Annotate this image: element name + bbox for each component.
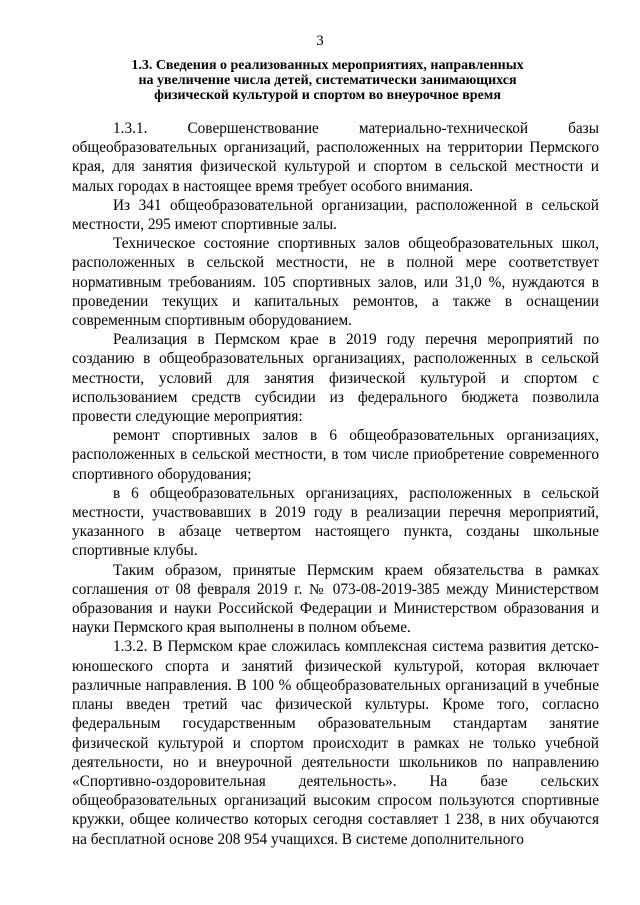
section-heading-line-3: физической культурой и спортом во внеурочное время [154, 88, 501, 103]
paragraph-1-3-2: 1.3.2. В Пермском крае сложилась комплексная система развития детско-юношеского спорта и занятий физической культурой, которая включает различные направления. В 100 % общеобразовательных организаций в учебные планы введен третий час физической культуры. Кроме того, согласно федеральным государственным образовательным стандартам занятие физической культурой и спортом происходит в рамках не только учебной деятельности, но и внеурочной деятельности школьников по направлению «Спортивно-оздоровительная деятельность». На базе сельских общеобразовательных организаций высоким спросом пользуются спортивные кружки, общее количество которых сегодня составляет 1 238, в них обучаются на бесплатной основе 208 954 учащихся. В системе дополнительного [72, 638, 599, 848]
paragraph-clubs-list-item: в 6 общеобразовательных организациях, расположенных в сельской местности, участвовавших в 2019 году в реализации перечня мероприятий, указанного в абзаце четвертом настоящего пункта, созданы школьные спортивные клубы. [72, 484, 599, 560]
paragraph-repair-list-item: ремонт спортивных залов в 6 общеобразовательных организациях, расположенных в сельской местности, в том числе приобретение современного спортивного оборудования; [72, 427, 599, 483]
paragraph-implementation: Реализация в Пермском крае в 2019 году перечня мероприятий по созданию в общеобразовательных организациях, расположенных в сельской местности, условий для занятия физической культурой и спортом с использованием средств субсидии из федерального бюджета позволила провести следующие мероприятия: [72, 331, 599, 426]
section-heading-line-2: на увеличение числа детей, систематически занимающихся [138, 73, 517, 88]
paragraph-1-3-1: 1.3.1. Совершенствование материально-технической базы общеобразовательных организаций, расположенных на территории Пермского края, для занятия физической культурой и спортом в сельской местности и малых городах в настоящее время требует особого внимания. [72, 120, 599, 195]
paragraph-obligations: Таким образом, принятые Пермским краем обязательства в рамках соглашения от 08 февраля 2019 г. № 073-08-2019-385 между Министерством образования и науки Российской Федерации и Министерством образования и науки Пермского края выполнены в полном объеме. [72, 561, 599, 637]
paragraph-technical-condition: Техническое состояние спортивных залов общеобразовательных школ, расположенных в сельской местности, не в полной мере соответствует нормативным требованиям. 105 спортивных залов, или 31,0 %, нуждаются в проведении текущих и капитальных ремонтов, а также в оснащении современным спортивным оборудованием. [72, 235, 599, 330]
paragraph-sports-halls-count: Из 341 общеобразовательной организации, расположенной в сельской местности, 295 имеют спортивные залы. [72, 196, 599, 234]
body-text [72, 119, 599, 849]
section-heading [100, 58, 555, 103]
section-heading-line-1: 1.3. Сведения о реализованных мероприятиях, направленных [131, 58, 524, 73]
page-number: 3 [316, 33, 324, 49]
